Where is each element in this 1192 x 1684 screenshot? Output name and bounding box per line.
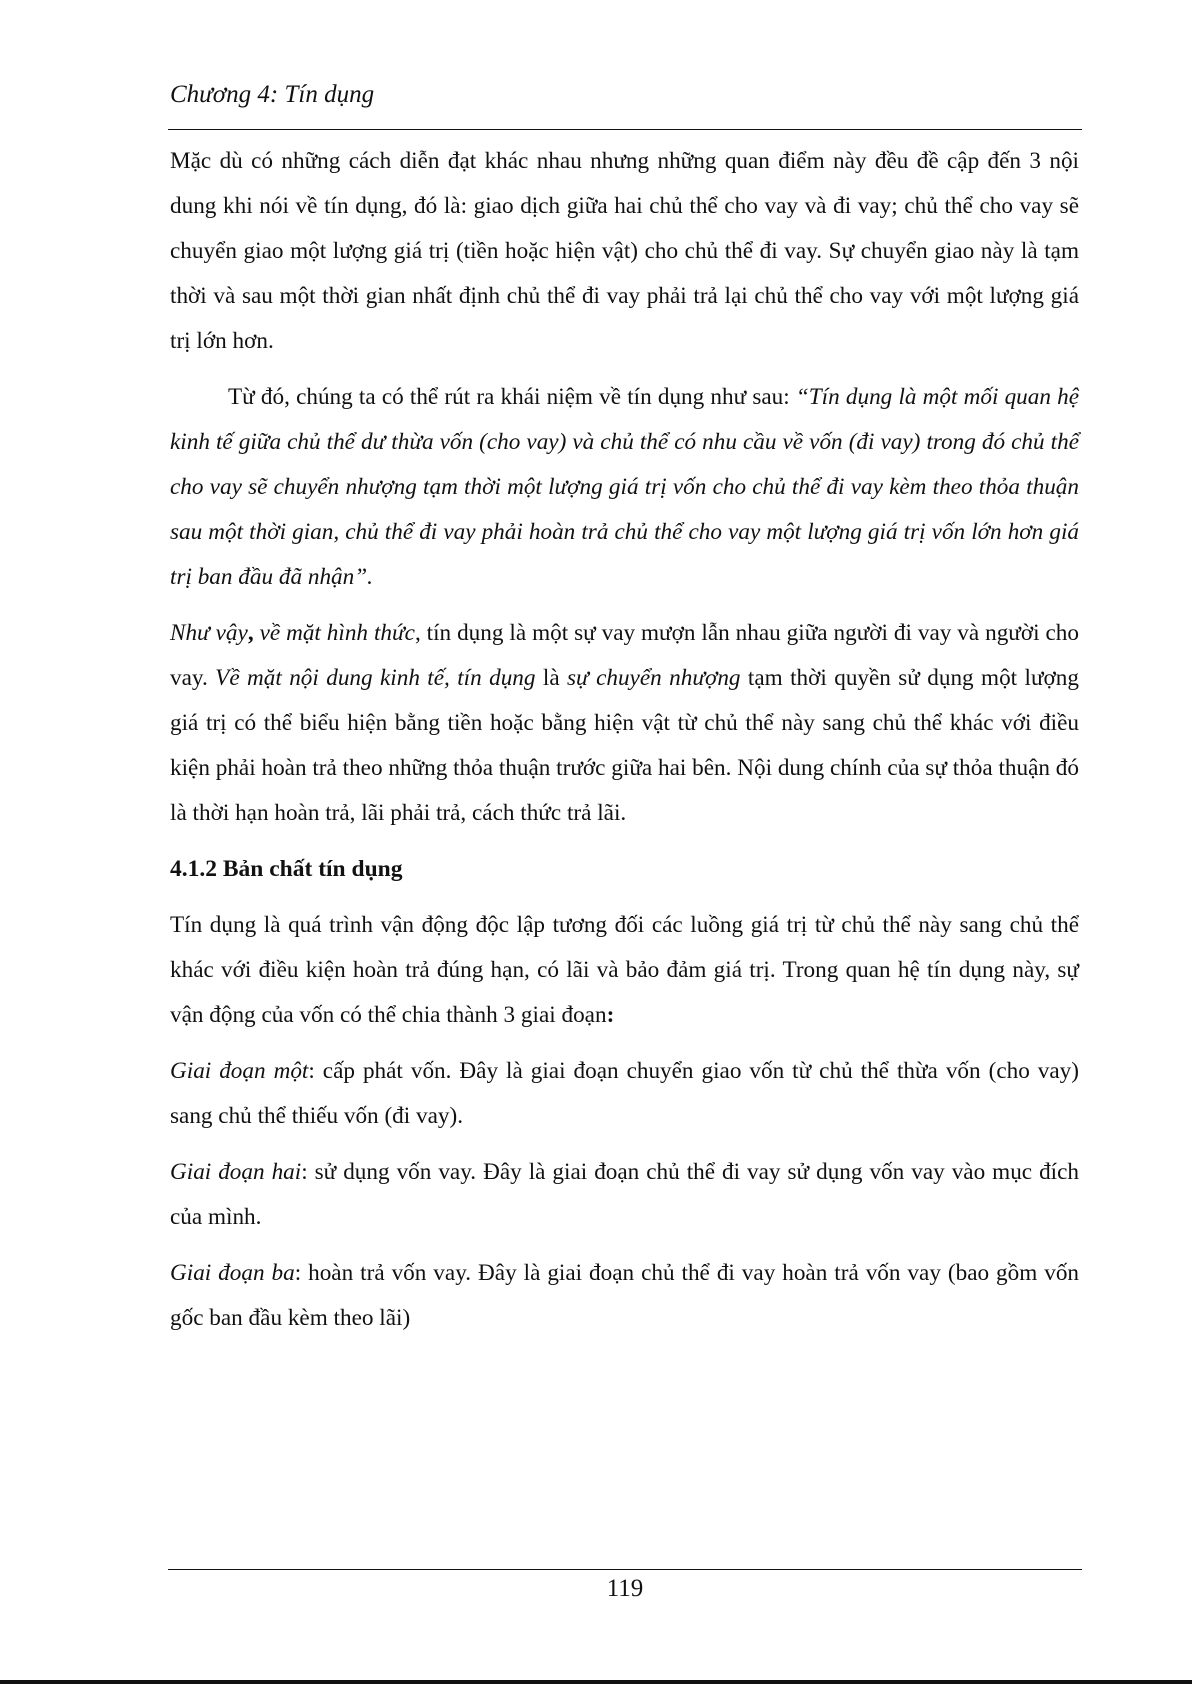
emphasis-nhu-vay: Như vậy	[170, 620, 248, 646]
paragraph-stage-one	[170, 1049, 1079, 1139]
section-heading: 4.1.2 Bản chất tín dụng	[170, 856, 403, 882]
stage-two-label: Giai đoạn hai	[170, 1159, 302, 1185]
stage-two-text: : sử dụng vốn vay. Đây là giai đoạn chủ thể đi vay sử dụng vốn vay vào mục đích của mình.	[170, 1159, 1079, 1230]
paragraph-credit-nature	[170, 903, 1079, 1038]
footer-divider	[168, 1569, 1082, 1570]
paragraph-text: Tín dụng là quá trình vận động độc lập tương đối các luồng giá trị từ chủ thể này sang chủ thể khác với điều kiện hoàn trả đúng hạn, có lãi và bảo đảm giá trị. Trong quan hệ tín dụng này, sự vận động của vốn có thể chia thành 3 giai đoạn	[170, 912, 1079, 1028]
paragraph-credit-definition	[170, 375, 1079, 600]
page-bottom-edge	[0, 1680, 1192, 1684]
paragraph-form-and-content	[170, 611, 1079, 836]
stage-three-text: : hoàn trả vốn vay. Đây là giai đoạn chủ thể đi vay hoàn trả vốn vay (bao gồm vốn gốc ban đầu kèm theo lãi)	[170, 1260, 1080, 1331]
bold-comma: ,	[247, 620, 260, 646]
paragraph-text: là	[535, 665, 568, 691]
stage-one-label: Giai đoạn một	[170, 1058, 309, 1084]
paragraph-text: Mặc dù có những cách diễn đạt khác nhau nhưng những quan điểm này đều đề cập đến 3 nội dung khi nói về tín dụng, đó là: giao dịch giữa hai chủ thể cho vay và đi vay; chủ thể cho vay sẽ chuyển giao một lượng giá trị (tiền hoặc hiện vật) cho chủ thể đi vay. Sự chuyển giao này là tạm thời và sau một thời gian nhất định chủ thể đi vay phải trả lại chủ thể cho vay với một lượng giá trị lớn hơn.	[170, 148, 1079, 354]
definition-lead: Từ đó, chúng ta có thể rút ra khái niệm về tín dụng như sau:	[228, 384, 796, 410]
paragraph-stage-three	[170, 1251, 1079, 1341]
chapter-header: Chương 4: Tín dụng	[170, 81, 375, 108]
emphasis-chuyen-nhuong: sự chuyển nhượng	[567, 665, 741, 691]
definition-quote: “Tín dụng là một mối quan hệ kinh tế giữa chủ thể dư thừa vốn (cho vay) và chủ thể có nhu cầu về vốn (đi vay) trong đó chủ thể cho vay sẽ chuyển nhượng tạm thời một lượng giá trị vốn cho chủ thể đi vay kèm theo thỏa thuận sau một thời gian, chủ thể đi vay phải hoàn trả chủ thể cho vay một lượng giá trị vốn lớn hơn giá trị ban đầu đã nhận”.	[170, 384, 1080, 590]
emphasis-noi-dung-kinh-te: Về mặt nội dung kinh tế, tín dụng	[215, 665, 536, 691]
emphasis-hinh-thuc: về mặt hình thức	[259, 620, 415, 646]
paragraph-stage-two	[170, 1150, 1079, 1240]
header-divider	[168, 129, 1082, 130]
bold-colon: :	[606, 1002, 615, 1028]
paragraph-text: tạm thời quyền sử dụng một lượng giá trị có thể biểu hiện bằng tiền hoặc bằng hiện vật từ chủ thể này sang chủ thể khác với điều kiện phải hoàn trả theo những thỏa thuận trước giữa hai bên. Nội dung chính của sự thỏa thuận đó là thời hạn hoàn trả, lãi phải trả, cách thức trả lãi.	[170, 665, 1079, 826]
paragraph-credit-content	[170, 139, 1079, 364]
stage-one-text: : cấp phát vốn. Đây là giai đoạn chuyển giao vốn từ chủ thể thừa vốn (cho vay) sang chủ thể thiếu vốn (đi vay).	[170, 1058, 1079, 1129]
stage-three-label: Giai đoạn ba	[170, 1260, 295, 1286]
paragraph-text: , tín dụng là một sự vay mượn lẫn nhau giữa người đi vay và người cho vay.	[170, 620, 1079, 691]
page-number: 119	[606, 1575, 644, 1602]
page-content	[170, 139, 1079, 1352]
